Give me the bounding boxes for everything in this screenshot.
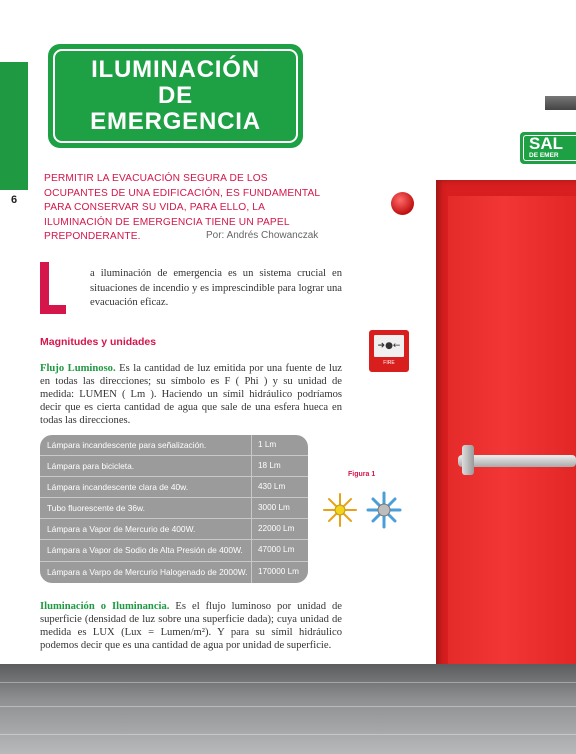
- table-cell-value: 22000 Lm: [258, 524, 295, 534]
- table-cell-label: Lámpara incandescente clara de 40w.: [40, 477, 252, 497]
- figure-label: Figura 1: [348, 471, 376, 478]
- fire-alarm-box: [369, 330, 409, 372]
- title-line-3: EMERGENCIA: [90, 108, 261, 135]
- table-row: [40, 435, 308, 456]
- table-cell-label: Tubo fluorescente de 36w.: [40, 498, 252, 518]
- iluminacion-paragraph: [40, 600, 342, 652]
- table-row: [40, 519, 308, 540]
- table-cell-label: Lámpara incandescente para señalización.: [40, 435, 252, 455]
- lead-paragraph: PERMITIR LA EVACUACIÓN SEGURA DE LOS OCUPANTES DE UNA EDIFICACIÓN, ES FUNDAMENTAL PARA CONSERVAR SU VIDA, PARA ELLO, LA ILUMINACIÓN DE EMERGENCIA TIENE UN PAPEL PREPONDERANTE.: [44, 173, 320, 242]
- author-byline: Por: Andrés Chowanczak: [206, 230, 319, 241]
- section-label: [7, 344, 18, 370]
- exit-sign-big: SAL: [529, 134, 563, 153]
- table-cell-value: 18 Lm: [258, 461, 281, 471]
- title-sign: [48, 44, 303, 148]
- panic-bar: [458, 455, 576, 467]
- table-row: [40, 540, 308, 561]
- table-cell-label: Lámpara a Vapor de Mercurio de 400W.: [40, 519, 252, 539]
- fire-alarm-arrows-icon: ➜●←: [374, 335, 404, 357]
- iluminacion-text: Es el flujo luminoso por unidad de superficie (densidad de luz sobre una superficie dada); cuya unidad de medida es LUX (Lux = Lumen/m²). Y para su símil hidráulico podemos decir que es una cantidad de agua por unidad de superficie.: [40, 601, 342, 652]
- table-cell-value: 430 Lm: [258, 482, 286, 492]
- panic-bar-mount: [462, 445, 474, 475]
- section-heading: Magnitudes y unidades: [40, 336, 157, 348]
- table-cell-label: Lámpara a Varpo de Mercurio Halogenado de 2000W.: [40, 562, 252, 583]
- table-row: [40, 477, 308, 498]
- iluminacion-term: Iluminación o Iluminancia.: [40, 601, 170, 612]
- lumen-table: [40, 435, 308, 583]
- section-tab: [0, 62, 28, 190]
- title-line-1: ILUMINACIÓN: [91, 56, 260, 83]
- title-line-2: DE: [158, 82, 193, 109]
- table-cell-label: Lámpara para bicicleta.: [40, 456, 252, 476]
- flujo-paragraph: [40, 362, 342, 427]
- ceiling-light: [545, 96, 576, 110]
- table-cell-value: 47000 Lm: [258, 545, 295, 555]
- table-row: [40, 562, 308, 583]
- table-cell-value: 170000 Lm: [258, 566, 299, 576]
- intro-paragraph: a iluminación de emergencia es un sistema crucial en situaciones de incendio y es imprescindible para lograr una evacuación eficaz.: [90, 268, 342, 308]
- page-number: 6: [11, 194, 18, 206]
- table-cell-label: Lámpara a Vapor de Sodio de Alta Presión de 400W.: [40, 540, 252, 560]
- table-cell-value: 1 Lm: [258, 440, 277, 449]
- table-row: [40, 498, 308, 519]
- table-cell-value: 3000 Lm: [258, 503, 290, 513]
- fire-alarm-label: FIRE: [383, 360, 395, 366]
- light-flux-figure: [318, 485, 408, 535]
- door: [448, 196, 576, 676]
- flujo-text: Es la cantidad de luz emitida por una fuente de luz en todas las direcciones; su símbolo es F ( Phi ) y su unidad de medida: LUMEN ( Lm ). Haciendo un símil hidráulico podríamos decir que es cierta cantidad de agua que sale de una esfera hueca en todas las direcciones.: [40, 363, 343, 427]
- flujo-term: Flujo Luminoso.: [40, 363, 116, 374]
- alarm-bell-icon: [391, 192, 414, 215]
- dropcap-l-icon: [40, 262, 66, 314]
- exit-sign-small: DE EMER: [529, 152, 559, 159]
- table-row: [40, 456, 308, 477]
- exit-sign: [520, 132, 576, 164]
- floor: [0, 664, 576, 754]
